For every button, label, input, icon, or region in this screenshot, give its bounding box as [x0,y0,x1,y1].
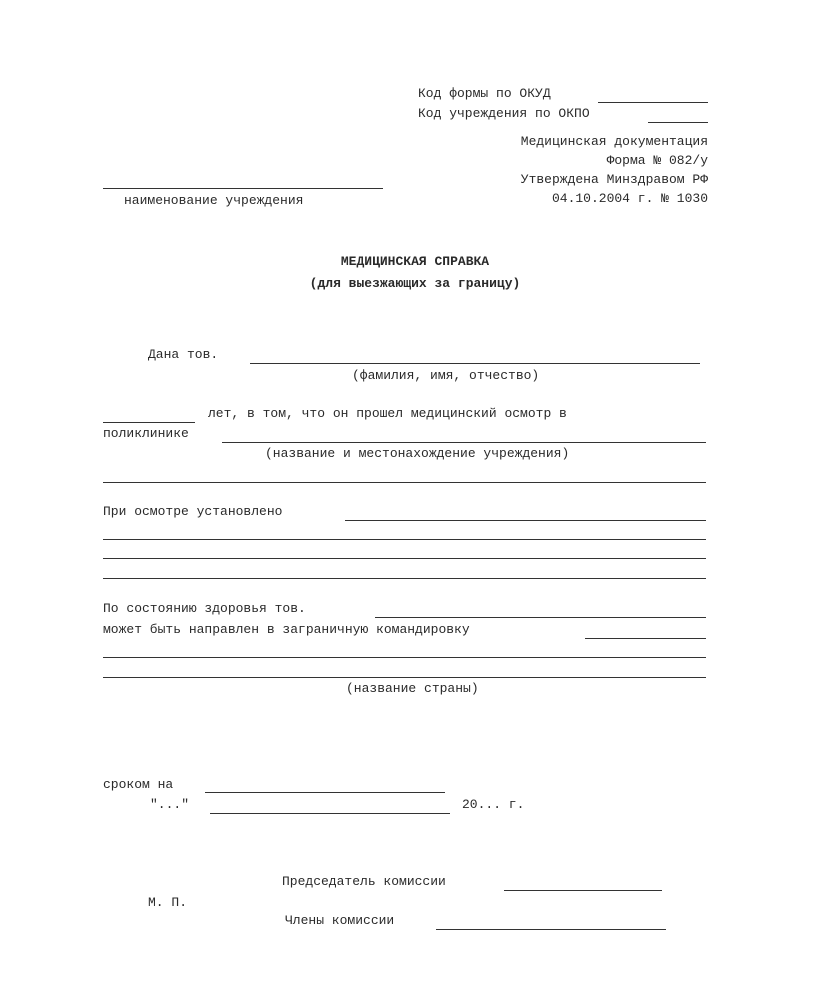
stamp-label: М. П. [148,895,188,910]
year-text: 20... г. [462,797,525,812]
document-subtitle: (для выезжающих за границу) [309,276,521,291]
okud-field-line [598,102,708,103]
form-number: Форма № 082/у [606,153,708,168]
exam-line-2 [103,539,706,540]
exam-line-4 [103,578,706,579]
date-quote: "..." [150,797,190,812]
exam-line-3 [103,558,706,559]
exam-found-label: При осмотре установлено [103,504,283,519]
chairman-label: Председатель комиссии [282,874,446,889]
country-line-2 [103,657,706,658]
term-label: сроком на [103,777,174,792]
given-to-label: Дана тов. [148,347,219,362]
institution-caption: наименование учреждения [124,193,304,208]
approval-date: 04.10.2004 г. № 1030 [551,191,708,206]
may-be-sent-label: может быть направлен в заграничную командировку [103,622,470,637]
members-label: Члены комиссии [285,913,395,928]
years-line [103,422,195,423]
document-title: МЕДИЦИНСКАЯ СПРАВКА [340,254,490,269]
clinic-label: поликлинике [103,426,189,441]
okpo-label: Код учреждения по ОКПО [418,106,590,121]
okpo-field-line [648,122,708,123]
health-state-label: По состоянию здоровья тов. [103,601,306,616]
chairman-signature-line [504,890,662,891]
members-signature-line [436,929,666,930]
health-state-line [375,617,706,618]
fio-caption: (фамилия, имя, отчество) [352,368,540,383]
country-line-1 [585,638,706,639]
clinic-line-2 [103,482,706,483]
clinic-line [222,442,706,443]
term-line [205,792,445,793]
date-line [210,813,450,814]
exam-line-1 [345,520,706,521]
clinic-caption: (название и местонахождение учреждения) [265,446,570,461]
okud-label: Код формы по ОКУД [418,86,551,101]
fio-line [250,363,700,364]
institution-name-line [103,188,383,189]
country-line-3 [103,677,706,678]
doc-type: Медицинская документация [520,134,708,149]
approved-by: Утверждена Минздравом РФ [520,172,708,187]
country-caption: (название страны) [346,681,479,696]
years-text: лет, в том, что он прошел медицинский осмотр в [208,406,567,421]
